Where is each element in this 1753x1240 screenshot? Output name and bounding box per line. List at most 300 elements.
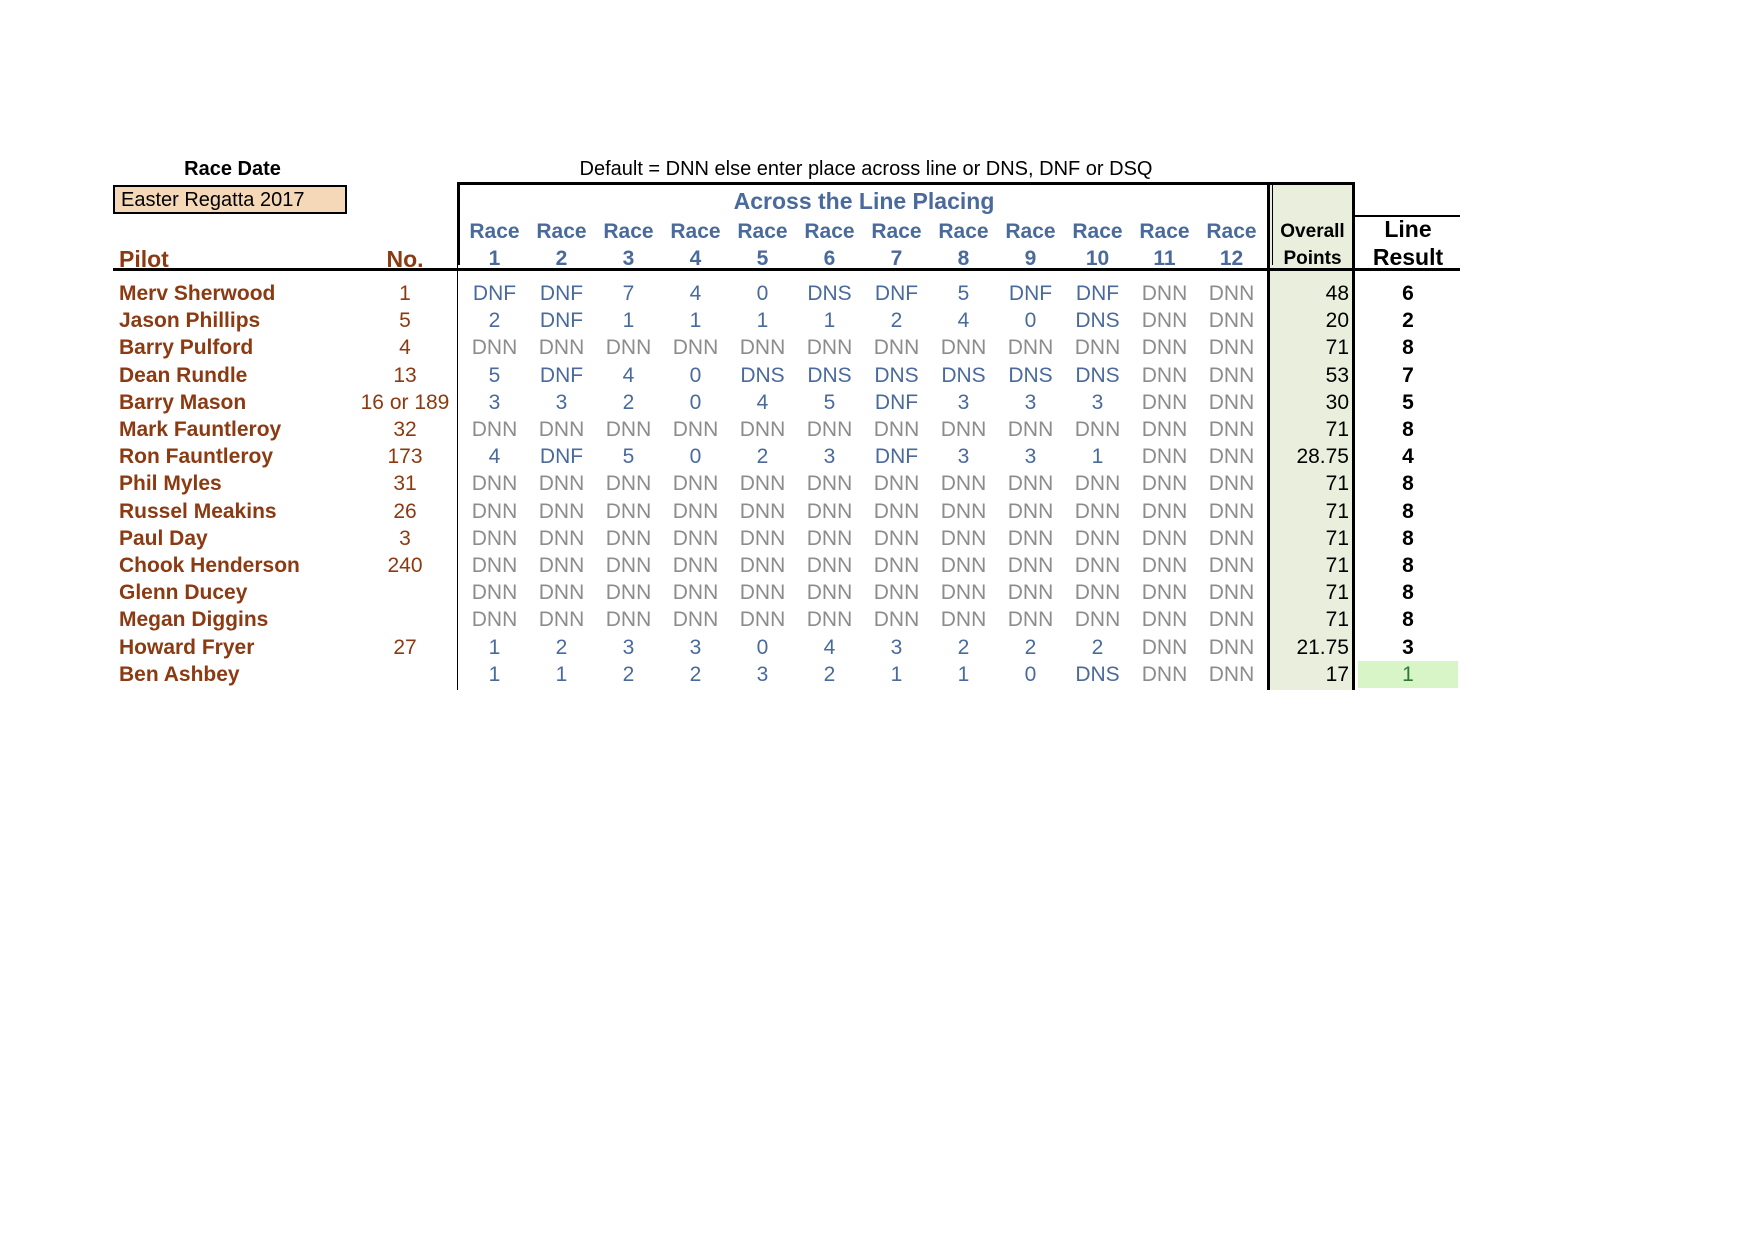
race-9-placing[interactable]: DNN <box>1007 526 1054 550</box>
race-4-placing[interactable]: DNN <box>672 472 719 496</box>
race-header-number: 5 <box>756 247 769 270</box>
race-9-placing[interactable]: DNN <box>1007 608 1054 632</box>
race-11-placing[interactable]: DNN <box>1141 445 1188 469</box>
race-10-placing[interactable]: 1 <box>1091 445 1104 469</box>
race-header-word: Race <box>536 220 587 243</box>
race-11-placing[interactable]: DNN <box>1141 635 1188 659</box>
race-1-placing[interactable]: DNN <box>471 336 518 360</box>
race-6-placing[interactable]: DNN <box>806 526 853 550</box>
race-5-placing[interactable]: 0 <box>756 635 769 659</box>
race-3-placing[interactable]: 3 <box>622 635 635 659</box>
race-7-placing[interactable]: DNF <box>874 282 919 305</box>
pilot-column-header: Pilot <box>119 246 169 272</box>
race-9-placing[interactable]: DNN <box>1007 499 1054 523</box>
race-6-placing[interactable]: 2 <box>823 662 836 686</box>
race-7-placing[interactable]: DNN <box>873 581 920 605</box>
race-6-placing[interactable]: DNN <box>806 499 853 523</box>
race-header-4 <box>662 218 729 272</box>
race-10-placing[interactable]: DNN <box>1074 554 1121 577</box>
race-7-placing[interactable]: 2 <box>890 309 903 333</box>
table-row <box>0 416 1753 443</box>
race-1-placing[interactable]: 3 <box>488 390 501 414</box>
overall-points: 71 <box>1325 526 1349 550</box>
race-9-placing[interactable]: DNS <box>1008 363 1053 387</box>
race-3-placing[interactable]: 5 <box>622 445 635 469</box>
race-11-placing[interactable]: DNN <box>1141 282 1188 305</box>
race-2-placing[interactable]: DNN <box>538 418 585 441</box>
race-header-3 <box>595 218 662 272</box>
race-4-placing[interactable]: 2 <box>689 662 702 686</box>
overall-points: 48 <box>1325 282 1349 305</box>
race-3-placing[interactable]: DNN <box>605 581 652 605</box>
table-row <box>0 280 1753 307</box>
pilot-number[interactable]: 13 <box>393 363 417 387</box>
overall-points: 28.75 <box>1296 445 1349 469</box>
table-row <box>0 579 1753 606</box>
race-2-placing[interactable]: DNN <box>538 336 585 360</box>
race-12-placing[interactable]: DNN <box>1208 309 1255 333</box>
overall-points: 71 <box>1325 472 1349 496</box>
race-3-placing[interactable]: DNN <box>605 499 652 523</box>
race-1-placing[interactable]: DNF <box>472 282 517 305</box>
race-5-placing[interactable]: DNN <box>739 554 786 577</box>
race-1-placing[interactable]: 5 <box>488 363 501 387</box>
pilot-number[interactable]: 26 <box>393 499 417 523</box>
race-7-placing[interactable]: DNN <box>873 418 920 441</box>
race-10-placing[interactable]: 2 <box>1091 635 1104 659</box>
race-1-placing[interactable]: DNN <box>471 526 518 550</box>
race-3-placing[interactable]: 7 <box>622 282 635 305</box>
pilot-name[interactable]: Jason Phillips <box>119 309 261 333</box>
race-5-placing[interactable]: DNN <box>739 472 786 496</box>
race-3-placing[interactable]: 1 <box>622 309 635 333</box>
race-10-placing[interactable]: 3 <box>1091 390 1104 414</box>
race-5-placing[interactable]: DNN <box>739 499 786 523</box>
overall-points-header <box>1270 218 1355 272</box>
race-4-placing[interactable]: 3 <box>689 635 702 659</box>
race-1-placing[interactable]: 1 <box>488 635 501 659</box>
race-8-placing[interactable]: DNN <box>940 581 987 605</box>
race-6-placing[interactable]: 5 <box>823 390 836 414</box>
overall-points: 53 <box>1325 363 1349 387</box>
line-result: 8 <box>1402 499 1414 523</box>
race-header-1 <box>461 218 528 272</box>
line-result: 7 <box>1402 363 1414 387</box>
race-header-word: Race <box>469 220 520 243</box>
race-11-placing[interactable]: DNN <box>1141 581 1188 605</box>
race-3-placing[interactable]: 4 <box>622 363 635 387</box>
race-12-placing[interactable]: DNN <box>1208 499 1255 523</box>
race-5-placing[interactable]: DNS <box>740 363 785 387</box>
race-date-label: Race Date <box>184 158 281 180</box>
race-8-placing[interactable]: 2 <box>957 635 970 659</box>
race-7-placing[interactable]: DNF <box>874 390 919 414</box>
race-header-12 <box>1198 218 1265 272</box>
race-header-number: 2 <box>555 247 568 270</box>
race-4-placing[interactable]: DNN <box>672 554 719 577</box>
race-2-placing[interactable]: DNN <box>538 608 585 632</box>
overall-points: 71 <box>1325 554 1349 577</box>
race-4-placing[interactable]: DNN <box>672 499 719 523</box>
race-7-placing[interactable]: 1 <box>890 662 903 686</box>
race-9-placing[interactable]: 2 <box>1024 635 1037 659</box>
race-8-placing[interactable]: 1 <box>957 662 970 686</box>
race-5-placing[interactable]: DNN <box>739 526 786 550</box>
race-2-placing[interactable]: DNN <box>538 499 585 523</box>
default-note: Default = DNN else enter place across line or DNS, DNF or DSQ <box>579 158 1153 180</box>
race-11-placing[interactable]: DNN <box>1141 526 1188 550</box>
race-9-placing[interactable]: DNN <box>1007 472 1054 496</box>
race-6-placing[interactable]: DNN <box>806 472 853 496</box>
race-8-placing[interactable]: DNN <box>940 608 987 632</box>
pilot-number[interactable]: 32 <box>393 418 417 441</box>
line-result: 8 <box>1402 472 1414 496</box>
race-10-placing[interactable]: DNN <box>1074 336 1121 360</box>
pilot-number[interactable] <box>350 606 460 633</box>
line-result: 4 <box>1402 445 1414 469</box>
table-row <box>0 389 1753 416</box>
race-header-number: 4 <box>689 247 702 270</box>
pilot-number[interactable] <box>350 661 460 688</box>
race-header-9 <box>997 218 1064 272</box>
race-5-placing[interactable]: DNN <box>739 608 786 632</box>
race-header-number: 11 <box>1153 247 1176 270</box>
race-10-placing[interactable]: DNN <box>1074 418 1121 441</box>
race-2-placing[interactable]: DNF <box>539 363 584 387</box>
race-1-placing[interactable]: DNN <box>471 472 518 496</box>
table-row <box>0 470 1753 497</box>
race-11-placing[interactable]: DNN <box>1141 472 1188 496</box>
race-10-placing[interactable]: DNF <box>1075 282 1120 305</box>
race-header-word: Race <box>1072 220 1123 243</box>
race-9-placing[interactable]: 3 <box>1024 445 1037 469</box>
overall-points: 71 <box>1325 336 1349 360</box>
pilot-number[interactable]: 27 <box>393 635 417 659</box>
race-12-placing[interactable]: DNN <box>1208 390 1255 414</box>
pilot-name[interactable]: Merv Sherwood <box>119 282 276 305</box>
race-9-placing[interactable]: 0 <box>1024 662 1037 686</box>
race-6-placing[interactable]: DNS <box>807 282 852 305</box>
race-10-placing[interactable]: DNS <box>1075 309 1120 333</box>
pilot-name[interactable]: Chook Henderson <box>119 554 300 577</box>
race-6-placing[interactable]: DNN <box>806 608 853 632</box>
overall-header-line2: Points <box>1283 248 1342 269</box>
overall-header-line1: Overall <box>1280 221 1345 242</box>
race-6-placing[interactable]: DNN <box>806 581 853 605</box>
line-result: 2 <box>1402 309 1414 333</box>
race-date-field[interactable]: Easter Regatta 2017 <box>113 185 347 214</box>
table-row <box>0 334 1753 361</box>
race-12-placing[interactable]: DNN <box>1208 472 1255 496</box>
race-3-placing[interactable]: 2 <box>622 390 635 414</box>
table-row <box>0 362 1753 389</box>
race-6-placing[interactable]: DNN <box>806 336 853 360</box>
pilot-name[interactable]: Howard Fryer <box>119 635 255 659</box>
race-9-placing[interactable]: DNN <box>1007 554 1054 577</box>
table-row <box>0 443 1753 470</box>
race-8-placing[interactable]: DNN <box>940 418 987 441</box>
line-result: 3 <box>1402 635 1414 659</box>
race-2-placing[interactable]: DNF <box>539 445 584 469</box>
race-11-placing[interactable]: DNN <box>1141 662 1188 686</box>
race-header-8 <box>930 218 997 272</box>
race-header-word: Race <box>1206 220 1257 243</box>
race-11-placing[interactable]: DNN <box>1141 309 1188 333</box>
line-result[interactable]: 1 <box>1358 661 1458 688</box>
race-10-placing[interactable]: DNN <box>1074 472 1121 496</box>
race-3-placing[interactable]: DNN <box>605 472 652 496</box>
race-8-placing[interactable]: DNN <box>940 472 987 496</box>
race-header-2 <box>528 218 595 272</box>
race-header-number: 6 <box>823 247 836 270</box>
race-5-placing[interactable]: DNN <box>739 336 786 360</box>
race-4-placing[interactable]: 4 <box>689 282 702 305</box>
race-7-placing[interactable]: DNN <box>873 526 920 550</box>
pilot-name[interactable]: Phil Myles <box>119 472 222 496</box>
race-12-placing[interactable]: DNN <box>1208 282 1255 305</box>
pilot-name[interactable]: Barry Pulford <box>119 336 254 360</box>
race-12-placing[interactable]: DNN <box>1208 445 1255 469</box>
race-3-placing[interactable]: DNN <box>605 336 652 360</box>
pilot-number[interactable]: 240 <box>387 554 423 577</box>
race-12-placing[interactable]: DNN <box>1208 662 1255 686</box>
race-4-placing[interactable]: DNN <box>672 418 719 441</box>
race-header-10 <box>1064 218 1131 272</box>
race-4-placing[interactable]: DNN <box>672 336 719 360</box>
race-8-placing[interactable]: 4 <box>957 309 970 333</box>
overall-points: 71 <box>1325 499 1349 523</box>
race-4-placing[interactable]: 0 <box>689 363 702 387</box>
overall-points: 71 <box>1325 608 1349 632</box>
race-2-placing[interactable]: DNN <box>538 554 585 577</box>
overall-points: 71 <box>1325 418 1349 441</box>
race-header-number: 12 <box>1219 247 1244 270</box>
race-header-number: 10 <box>1085 247 1110 270</box>
race-header-6 <box>796 218 863 272</box>
race-9-placing[interactable]: DNF <box>1008 282 1053 305</box>
race-9-placing[interactable]: DNN <box>1007 581 1054 605</box>
pilot-name[interactable]: Glenn Ducey <box>119 581 248 605</box>
pilot-name[interactable]: Paul Day <box>119 526 208 550</box>
race-12-placing[interactable]: DNN <box>1208 363 1255 387</box>
race-2-placing[interactable]: DNN <box>538 581 585 605</box>
table-row <box>0 498 1753 525</box>
race-2-placing[interactable]: DNF <box>539 309 584 333</box>
race-1-placing[interactable]: 1 <box>488 662 501 686</box>
overall-points: 30 <box>1325 390 1349 414</box>
race-8-placing[interactable]: 3 <box>957 445 970 469</box>
race-header-number: 3 <box>622 247 635 270</box>
pilot-number[interactable]: 5 <box>399 309 411 333</box>
across-the-line-title: Across the Line Placing <box>733 188 995 214</box>
pilot-number[interactable]: 173 <box>387 445 423 469</box>
table-row <box>0 661 1753 688</box>
race-12-placing[interactable]: DNN <box>1208 581 1255 605</box>
race-9-placing[interactable]: DNN <box>1007 418 1054 441</box>
race-3-placing[interactable]: DNN <box>605 608 652 632</box>
race-11-placing[interactable]: DNN <box>1141 499 1188 523</box>
race-1-placing[interactable]: DNN <box>471 581 518 605</box>
table-row <box>0 307 1753 334</box>
race-1-placing[interactable]: DNN <box>471 608 518 632</box>
pilot-number[interactable]: 4 <box>399 336 411 360</box>
race-10-placing[interactable]: DNN <box>1074 608 1121 632</box>
race-6-placing[interactable]: 3 <box>823 445 836 469</box>
race-6-placing[interactable]: 4 <box>823 635 836 659</box>
race-7-placing[interactable]: DNN <box>873 336 920 360</box>
race-12-placing[interactable]: DNN <box>1208 526 1255 550</box>
race-11-placing[interactable]: DNN <box>1141 390 1188 414</box>
race-12-placing[interactable]: DNN <box>1208 635 1255 659</box>
race-1-placing[interactable]: DNN <box>471 418 518 441</box>
race-header-5 <box>729 218 796 272</box>
race-5-placing[interactable]: 2 <box>756 445 769 469</box>
race-8-placing[interactable]: 3 <box>957 390 970 414</box>
pilot-name[interactable]: Ron Fauntleroy <box>119 445 274 469</box>
race-6-placing[interactable]: 1 <box>823 309 836 333</box>
pilot-name[interactable]: Russel Meakins <box>119 499 277 523</box>
race-5-placing[interactable]: 3 <box>756 662 769 686</box>
race-10-placing[interactable]: DNS <box>1075 363 1120 387</box>
race-4-placing[interactable]: 1 <box>689 309 702 333</box>
race-12-placing[interactable]: DNN <box>1208 608 1255 632</box>
race-5-placing[interactable]: 4 <box>756 390 769 414</box>
race-7-placing[interactable]: DNN <box>873 499 920 523</box>
pilot-name[interactable]: Dean Rundle <box>119 363 248 387</box>
race-1-placing[interactable]: DNN <box>471 554 518 577</box>
line-result: 6 <box>1402 282 1414 305</box>
race-11-placing[interactable]: DNN <box>1141 363 1188 387</box>
race-header-word: Race <box>1005 220 1056 243</box>
pilot-number[interactable]: 31 <box>393 472 417 496</box>
race-2-placing[interactable]: DNF <box>539 282 584 305</box>
race-3-placing[interactable]: DNN <box>605 526 652 550</box>
race-10-placing[interactable]: DNN <box>1074 526 1121 550</box>
race-8-placing[interactable]: DNS <box>941 363 986 387</box>
race-header-word: Race <box>603 220 654 243</box>
overall-points: 20 <box>1325 309 1349 333</box>
race-5-placing[interactable]: 1 <box>756 309 769 333</box>
race-9-placing[interactable]: 0 <box>1024 309 1037 333</box>
table-row <box>0 634 1753 661</box>
race-11-placing[interactable]: DNN <box>1141 336 1188 360</box>
race-header-word: Race <box>1139 220 1190 243</box>
race-6-placing[interactable]: DNN <box>806 554 853 577</box>
race-8-placing[interactable]: 5 <box>957 282 970 305</box>
line-header-line2: Result <box>1372 244 1444 270</box>
race-header-word: Race <box>804 220 855 243</box>
race-9-placing[interactable]: 3 <box>1024 390 1037 414</box>
race-header-word: Race <box>871 220 922 243</box>
race-4-placing[interactable]: 0 <box>689 390 702 414</box>
pilot-name[interactable]: Mark Fauntleroy <box>119 418 282 441</box>
race-6-placing[interactable]: DNN <box>806 418 853 441</box>
pilot-number[interactable]: 16 or 189 <box>360 390 450 414</box>
pilot-name[interactable]: Ben Ashbey <box>119 662 240 686</box>
race-1-placing[interactable]: DNN <box>471 499 518 523</box>
line-result-header <box>1358 215 1458 271</box>
race-header-number: 1 <box>488 247 501 270</box>
race-11-placing[interactable]: DNN <box>1141 554 1188 577</box>
race-header-number: 8 <box>957 247 970 270</box>
race-3-placing[interactable]: 2 <box>622 662 635 686</box>
line-result: 8 <box>1402 608 1414 632</box>
race-8-placing[interactable]: DNN <box>940 499 987 523</box>
race-3-placing[interactable]: DNN <box>605 418 652 441</box>
race-2-placing[interactable]: DNN <box>538 526 585 550</box>
race-1-placing[interactable]: 4 <box>488 445 501 469</box>
line-result: 8 <box>1402 336 1414 360</box>
pilot-name[interactable]: Megan Diggins <box>119 608 269 632</box>
race-2-placing[interactable]: 3 <box>555 390 568 414</box>
race-4-placing[interactable]: DNN <box>672 608 719 632</box>
pilot-number[interactable]: 1 <box>399 282 411 305</box>
race-header-number: 9 <box>1024 247 1037 270</box>
race-7-placing[interactable]: DNN <box>873 472 920 496</box>
race-3-placing[interactable]: DNN <box>605 554 652 577</box>
race-5-placing[interactable]: DNN <box>739 581 786 605</box>
line-result: 8 <box>1402 418 1414 441</box>
race-11-placing[interactable]: DNN <box>1141 418 1188 441</box>
race-5-placing[interactable]: DNN <box>739 418 786 441</box>
race-7-placing[interactable]: DNN <box>873 554 920 577</box>
race-8-placing[interactable]: DNN <box>940 526 987 550</box>
race-12-placing[interactable]: DNN <box>1208 336 1255 360</box>
race-10-placing[interactable]: DNN <box>1074 499 1121 523</box>
pilot-number[interactable]: 3 <box>399 526 411 550</box>
line-result: 8 <box>1402 526 1414 550</box>
race-7-placing[interactable]: DNN <box>873 608 920 632</box>
race-header-11 <box>1131 218 1198 272</box>
race-8-placing[interactable]: DNN <box>940 336 987 360</box>
race-10-placing[interactable]: DNS <box>1075 662 1120 686</box>
race-7-placing[interactable]: 3 <box>890 635 903 659</box>
race-8-placing[interactable]: DNN <box>940 554 987 577</box>
race-4-placing[interactable]: DNN <box>672 526 719 550</box>
race-5-placing[interactable]: 0 <box>756 282 769 305</box>
pilot-name[interactable]: Barry Mason <box>119 390 247 414</box>
race-10-placing[interactable]: DNN <box>1074 581 1121 605</box>
race-9-placing[interactable]: DNN <box>1007 336 1054 360</box>
line-result: 5 <box>1402 390 1414 414</box>
race-11-placing[interactable]: DNN <box>1141 608 1188 632</box>
table-row <box>0 552 1753 579</box>
race-6-placing[interactable]: DNS <box>807 363 852 387</box>
race-7-placing[interactable]: DNS <box>874 363 919 387</box>
race-2-placing[interactable]: 2 <box>555 635 568 659</box>
race-2-placing[interactable]: 1 <box>555 662 568 686</box>
table-row <box>0 606 1753 633</box>
race-header-word: Race <box>670 220 721 243</box>
race-4-placing[interactable]: 0 <box>689 445 702 469</box>
overall-points: 21.75 <box>1296 635 1349 659</box>
number-column-header: No. <box>386 246 424 272</box>
race-1-placing[interactable]: 2 <box>488 309 501 333</box>
line-result: 8 <box>1402 581 1414 605</box>
overall-points: 71 <box>1325 581 1349 605</box>
race-2-placing[interactable]: DNN <box>538 472 585 496</box>
race-4-placing[interactable]: DNN <box>672 581 719 605</box>
race-12-placing[interactable]: DNN <box>1208 554 1255 577</box>
race-header-word: Race <box>938 220 989 243</box>
pilot-number[interactable] <box>350 579 460 606</box>
race-12-placing[interactable]: DNN <box>1208 418 1255 441</box>
race-7-placing[interactable]: DNF <box>874 445 919 469</box>
overall-points: 17 <box>1325 662 1349 686</box>
race-header-7 <box>863 218 930 272</box>
line-header-line1: Line <box>1384 216 1432 242</box>
race-header-word: Race <box>737 220 788 243</box>
